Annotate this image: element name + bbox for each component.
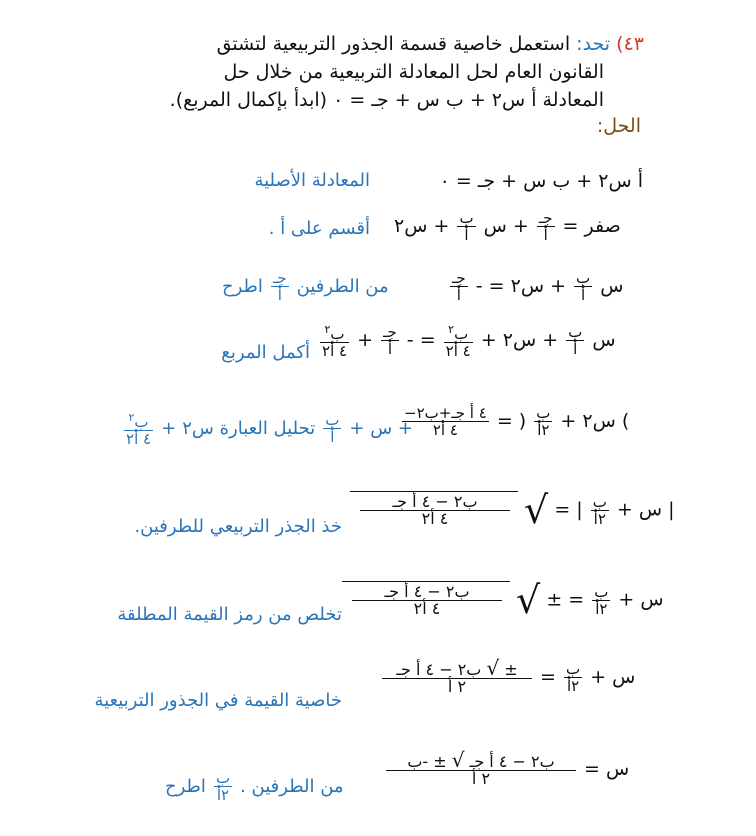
step2-note: أقسم على أ . — [268, 218, 370, 239]
step6-equation: $\frac{\text{ب٢ − ٤ أ جـ}}{\text{٤ أ٢}}$ √ = | $\frac{\text{ب}}{\text{٢أ}}$ + س | — [350, 488, 675, 532]
step4-note: أكمل المربع — [221, 342, 310, 363]
step5-equation: $\frac{\text{−٤ أ جـ+ب٢}}{\text{٤ أ٢}}$ = ) $\frac{\text{ب}}{\text{٢أ}}$ + س٢ ( — [404, 404, 630, 439]
step5-note: $\frac{ب^٢}{\text{٤ أ٢}}$ + س + $\frac{\text{ب}}{\text{أ}}$ تحليل العبارة س٢ + — [126, 411, 414, 448]
step3-note: من الطرفين $\frac{\text{جـ}}{\text{أ}}$ اطرح — [222, 269, 389, 304]
step1-equation: أ س٢ + ب س + جـ = ٠ — [439, 170, 643, 192]
fraction-b-over-a: $\frac{\text{ب}}{\text{أ}}$ — [459, 209, 474, 244]
step9-note: من الطرفين . $\frac{\text{ب}}{\text{٢أ}}$ اطرح — [165, 769, 344, 804]
step8-note: خاصية القيمة في الجذور التربيعية — [94, 690, 342, 711]
problem-line-1: استعمل خاصية قسمة الجذور التربيعية لتشتق — [216, 33, 571, 55]
step1-note: المعادلة الأصلية — [254, 170, 370, 191]
solution-label: الحل: — [596, 115, 641, 137]
problem-statement — [84, 30, 644, 114]
step4-equation: $\frac{ب^٢}{\text{٤ أ٢}}$ + $\frac{\text{جـ}}{\text{أ}}$ - = $\frac{ب^٢}{\text{٤ أ٢}}$ + س $\frac{\text{ب}}{\text{أ}}$ + س٢ — [322, 323, 616, 360]
step6-note: خذ الجذر التربيعي للطرفين. — [134, 516, 342, 537]
step9-equation: $\frac{\text{ب٢ − ٤ أ جـ √ ± -ب}}{\text{٢ أ}}$ = س — [384, 752, 629, 787]
step2-equation: صفر = $\frac{\text{جـ}}{\text{أ}}$ + س $\frac{\text{ب}}{\text{أ}}$ + س٢ — [394, 209, 621, 244]
fraction-c-over-a: $\frac{\text{جـ}}{\text{أ}}$ — [538, 209, 553, 244]
problem-number: ٤٣) — [616, 33, 644, 55]
problem-line-3: المعادلة أ س٢ + ب س + جـ = ٠ (ابدأ بإكمال المربع). — [169, 89, 604, 111]
step7-note: تخلص من رمز القيمة المطلقة — [117, 604, 342, 625]
step7-equation: $\frac{\text{ب٢ − ٤ أ جـ}}{\text{٤ أ٢}}$ √ ± = $\frac{\text{ب}}{\text{٢أ}}$ + س — [342, 578, 664, 622]
step8-equation: $\frac{\text{ب٢ − ٤ أ جـ √ ±}}{\text{٢ أ}}$ = $\frac{\text{ب}}{\text{٢أ}}$ + س — [380, 660, 635, 695]
challenge-label: تحد: — [576, 33, 611, 55]
step3-equation: $\frac{\text{جـ}}{\text{أ}}$ - = س $\frac{\text{ب}}{\text{أ}}$ + س٢ — [452, 269, 624, 304]
problem-line-2: القانون العام لحل المعادلة التربيعية من خلال حل — [223, 61, 604, 83]
